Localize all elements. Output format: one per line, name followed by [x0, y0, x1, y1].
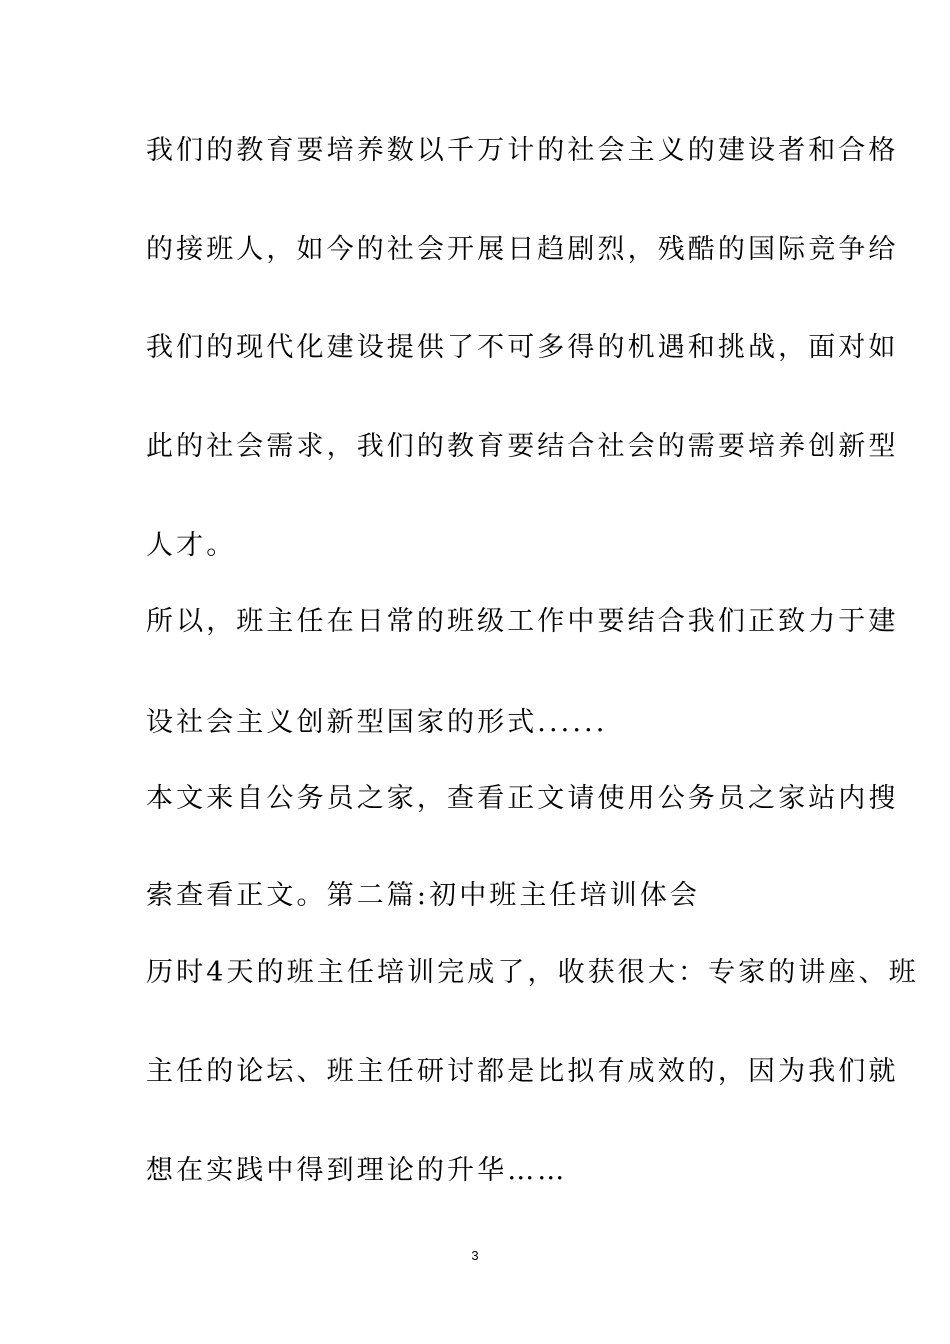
paragraph-line: 本文来自公务员之家，查看正文请使用公务员之家站内搜: [146, 783, 899, 814]
paragraph-line: 我们的教育要培养数以千万计的社会主义的建设者和合格: [146, 135, 899, 166]
paragraph-line: 此的社会需求，我们的教育要结合社会的需要培养创新型: [146, 431, 899, 462]
paragraph-line: 主任的论坛、班主任研讨都是比拟有成效的，因为我们就: [146, 1056, 899, 1087]
paragraph-line: 历时4天的班主任培训完成了，收获很大：专家的讲座、班: [146, 957, 919, 988]
page-number: 3: [471, 1248, 479, 1263]
paragraph-line: 的接班人，如今的社会开展日趋剧烈，残酷的国际竞争给: [146, 234, 899, 265]
paragraph-line: 索查看正文。第二篇:初中班主任培训体会: [146, 880, 700, 911]
paragraph-line: 想在实践中得到理论的升华……: [146, 1155, 568, 1186]
paragraph-line: 所以，班主任在日常的班级工作中要结合我们正致力于建: [146, 606, 899, 637]
paragraph-line: 我们的现代化建设提供了不可多得的机遇和挑战，面对如: [146, 332, 899, 363]
paragraph-line: 设社会主义创新型国家的形式......: [146, 707, 608, 738]
paragraph-line: 人才。: [146, 530, 237, 561]
